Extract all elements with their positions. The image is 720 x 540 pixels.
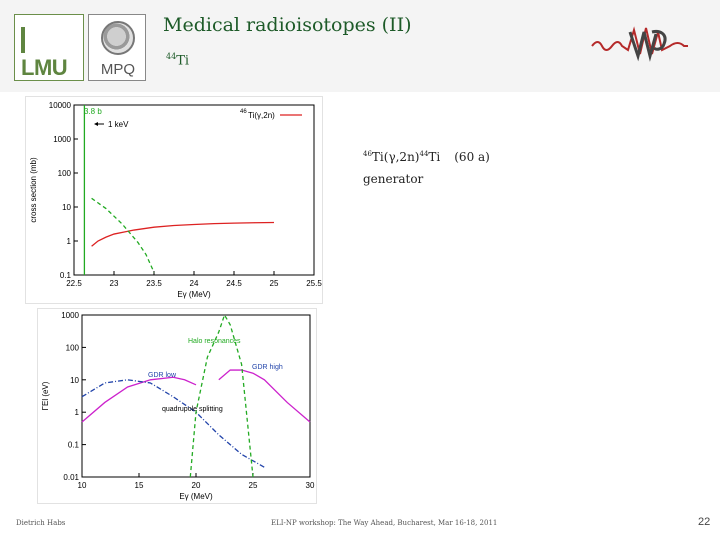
xs-series-line-0 bbox=[92, 223, 274, 247]
gw-x-tick-label: 25 bbox=[248, 481, 258, 490]
generator-text: generator bbox=[363, 172, 424, 186]
lmu-logo bbox=[14, 14, 84, 81]
xs-legend-mass: 46 bbox=[240, 109, 247, 115]
xs-y-tick-label: 10000 bbox=[48, 101, 71, 110]
gw-y-tick-label: 1 bbox=[74, 408, 79, 418]
reaction-main: Ti(γ,2n) bbox=[371, 150, 420, 164]
lmu-logo-text: LMU bbox=[21, 55, 68, 80]
xs-y-tick-label: 1000 bbox=[53, 135, 71, 144]
subtitle-element: Ti bbox=[176, 53, 190, 69]
xs-x-tick-label: 25.5 bbox=[306, 279, 322, 288]
slide-title: Medical radioisotopes (II) bbox=[163, 14, 412, 36]
reaction-halflife: (60 a) bbox=[454, 150, 490, 164]
footer-author: Dietrich Habs bbox=[16, 519, 66, 527]
gw-y-tick-label: 0.1 bbox=[67, 440, 79, 450]
reaction-mass1: 46 bbox=[363, 150, 372, 158]
reaction-product: Ti bbox=[428, 150, 441, 164]
page-number: 22 bbox=[698, 516, 711, 528]
gw-series-line-2 bbox=[82, 380, 264, 467]
gw-x-axis-label: Eγ (MeV) bbox=[179, 492, 213, 501]
xs-x-tick-label: 24 bbox=[189, 279, 199, 288]
mpq-logo bbox=[88, 14, 146, 81]
xs-annotation-arrowhead bbox=[94, 122, 98, 126]
resonance-width-chart bbox=[37, 308, 317, 504]
resonance-width-chart-svg bbox=[38, 309, 318, 505]
xs-x-tick-label: 24.5 bbox=[226, 279, 242, 288]
wave-logo-icon bbox=[590, 20, 690, 66]
slide-subtitle bbox=[166, 52, 189, 68]
reaction-text bbox=[363, 150, 490, 164]
xs-y-tick-label: 1 bbox=[66, 237, 71, 246]
gw-x-tick-label: 30 bbox=[305, 481, 315, 490]
gw-x-tick-label: 10 bbox=[77, 481, 87, 490]
gw-annotation-halo: Halo resonances bbox=[188, 338, 241, 345]
xs-annotation-kev: 1 keV bbox=[108, 120, 129, 129]
mpq-seal-icon bbox=[101, 21, 135, 55]
footer-event: ELI-NP workshop: The Way Ahead, Bucharest, Mar 16-18, 2011 bbox=[271, 519, 498, 527]
slide-header bbox=[0, 0, 720, 92]
xs-x-axis-label: Eγ (MeV) bbox=[177, 290, 211, 299]
gw-y-tick-label: 0.01 bbox=[63, 473, 79, 482]
xs-plot-frame bbox=[74, 105, 314, 275]
mpq-logo-text: MPQ bbox=[100, 61, 136, 78]
gw-annotation-quadrupole: quadrupole splitting bbox=[162, 406, 223, 413]
gw-x-tick-label: 15 bbox=[134, 481, 144, 490]
xs-y-tick-label: 0.1 bbox=[59, 271, 71, 280]
gw-y-tick-label: 1000 bbox=[61, 311, 79, 320]
gw-annotation-gdr-low: GDR low bbox=[148, 372, 177, 379]
xs-x-tick-label: 23.5 bbox=[146, 279, 162, 288]
gw-annotation-gdr-high: GDR high bbox=[252, 364, 283, 371]
gw-y-tick-label: 100 bbox=[65, 343, 79, 353]
xs-x-tick-label: 22.5 bbox=[66, 279, 82, 288]
gw-y-tick-label: 10 bbox=[70, 375, 79, 385]
xs-legend-label: Ti(γ,2n) bbox=[248, 111, 275, 120]
xs-y-tick-label: 100 bbox=[57, 169, 71, 178]
gw-series-line-0 bbox=[82, 377, 196, 422]
gw-series-line-1 bbox=[219, 370, 310, 422]
xs-y-tick-label: 10 bbox=[62, 203, 71, 212]
xs-annotation-barn: 3.8 b bbox=[84, 107, 102, 116]
cross-section-chart-svg bbox=[26, 97, 324, 305]
xs-x-tick-label: 25 bbox=[269, 279, 279, 288]
xs-y-axis-label: cross section (mb) bbox=[29, 157, 38, 223]
gw-x-tick-label: 20 bbox=[191, 481, 201, 490]
xs-x-tick-label: 23 bbox=[109, 279, 119, 288]
cross-section-chart bbox=[25, 96, 323, 304]
reaction-mass2: 44 bbox=[419, 150, 429, 158]
lmu-logo-bar bbox=[21, 27, 25, 53]
subtitle-mass: 44 bbox=[166, 52, 177, 61]
gw-y-axis-label: ΓEl (eV) bbox=[41, 381, 50, 411]
xs-series-line-1 bbox=[92, 198, 154, 272]
